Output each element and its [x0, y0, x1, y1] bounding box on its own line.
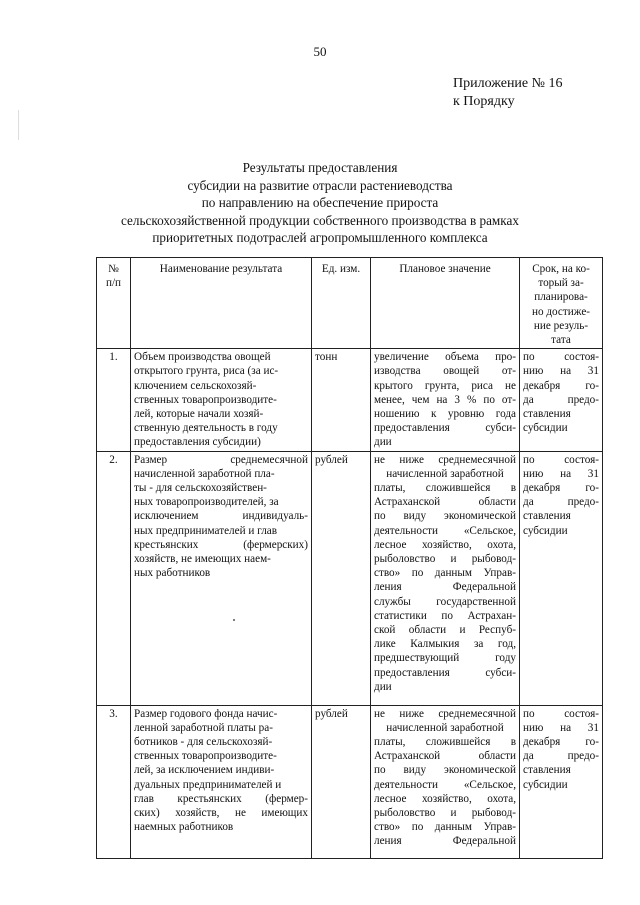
cell-line: ство» по данным Управ-: [374, 821, 516, 834]
cell-line: лике Калмыкия за год,: [374, 638, 516, 651]
results-table: [96, 257, 603, 859]
table-row: [97, 451, 603, 705]
cell-line: ставления: [523, 764, 571, 777]
cell-line: по виду экономической: [374, 764, 516, 777]
cell-line: дуальных предпринимателей и: [134, 778, 282, 791]
cell-line: по состоя-: [523, 351, 599, 364]
cell-line: ты - для сельскохозяйствен-: [134, 482, 267, 495]
table-header-row: [97, 258, 603, 349]
header-unit: [312, 258, 371, 349]
header-line: тата: [551, 334, 571, 347]
cell-line: декабря го-: [523, 482, 599, 495]
row-name: [131, 349, 312, 451]
header-plan: [371, 258, 520, 349]
header-line: торый за-: [538, 277, 584, 290]
header-line: Наименование результата: [159, 263, 283, 275]
cell-line: Объем производства овощей: [134, 351, 271, 364]
scan-speck: [233, 619, 235, 621]
appendix-note: [453, 75, 563, 111]
cell-line: да предо-: [523, 393, 599, 406]
row-number: 2.: [97, 451, 131, 705]
row-unit: тонн: [312, 349, 371, 451]
cell-line: крытого грунта, риса не: [374, 379, 516, 392]
header-line: ние резуль-: [533, 319, 589, 332]
cell-line: наемных работников: [134, 821, 234, 834]
cell-line: хозяйств, не имеющих наем-: [134, 553, 271, 566]
row-unit: рублей: [312, 705, 371, 858]
document-title: [0, 159, 640, 247]
cell-line: деятельности «Сельское,: [374, 778, 516, 791]
cell-line: начисленной заработной: [386, 467, 504, 480]
cell-line: платы, сложившейся в: [374, 736, 516, 749]
cell-line: лей, которые начали хозяй-: [134, 408, 264, 421]
cell-line: ботников - для сельскохозяй-: [134, 736, 273, 749]
row-plan: [371, 705, 520, 858]
cell-line: статистики по Астрахан-: [374, 609, 516, 622]
cell-line: начисленной заработной пла-: [134, 467, 275, 480]
cell-line: открытого грунта, риса (за ис-: [134, 365, 279, 378]
header-line: но достиже-: [531, 305, 591, 318]
cell-line: нию на 31: [523, 721, 599, 734]
appendix-line: к Порядку: [453, 94, 515, 109]
title-line: приоритетных подотраслей агропромышленного комплекса: [152, 230, 488, 245]
cell-line: ных работников: [134, 567, 211, 580]
table-row: [97, 705, 603, 858]
cell-line: лесное хозяйство, охота,: [374, 538, 516, 551]
cell-line: ления Федеральной: [374, 581, 516, 594]
cell-line: глав крестьянских (фермер-: [134, 792, 308, 805]
cell-line: да предо-: [523, 496, 599, 509]
cell-line: Размер среднемесячной: [134, 453, 308, 466]
cell-line: крестьянских (фермерских): [134, 538, 308, 551]
cell-line: ских) хозяйств, не имеющих: [134, 807, 308, 820]
cell-line: изводства овощей от-: [374, 365, 516, 378]
row-term: [520, 705, 603, 858]
header-line: Ед. изм.: [321, 263, 361, 275]
header-line: п/п: [105, 277, 122, 290]
header-name: [131, 258, 312, 349]
cell-line: ской области и Респуб-: [374, 624, 516, 637]
header-number: [97, 258, 131, 349]
row-unit: рублей: [312, 451, 371, 705]
title-line: субсидии на развитие отрасли растениеводства: [187, 177, 453, 193]
cell-line: начисленной заработной: [386, 721, 504, 734]
cell-line: предоставления субси-: [374, 666, 516, 679]
cell-line: декабря го-: [523, 736, 599, 749]
cell-line: исключением индивидуаль-: [134, 510, 308, 523]
cell-line: дии: [374, 436, 392, 449]
table-row: [97, 349, 603, 451]
header-line: планирова-: [534, 291, 588, 304]
cell-line: ство» по данным Управ-: [374, 567, 516, 580]
cell-line: ставления: [523, 408, 571, 421]
cell-line: ношению к уровню года: [374, 408, 516, 421]
cell-line: декабря го-: [523, 379, 599, 392]
cell-line: предоставления субси-: [374, 422, 516, 435]
cell-line: ления Федеральной: [374, 835, 516, 848]
cell-line: по состоя-: [523, 707, 599, 720]
cell-line: ставления: [523, 510, 571, 523]
cell-line: ных предпринимателей и глав: [134, 524, 278, 537]
cell-line: платы, сложившейся в: [374, 482, 516, 495]
appendix-line: Приложение № 16: [453, 76, 563, 91]
cell-line: дии: [374, 680, 392, 693]
title-line: сельскохозяйственной продукции собственного производства в рамках: [121, 212, 519, 228]
cell-line: нию на 31: [523, 467, 599, 480]
cell-line: не ниже среднемесячной: [374, 707, 516, 720]
cell-line: по виду экономической: [374, 510, 516, 523]
page-number: 50: [313, 44, 327, 59]
cell-line: Астраханской области: [374, 750, 516, 763]
cell-line: лесное хозяйство, охота,: [374, 792, 516, 805]
scan-edge-mark: [18, 110, 19, 140]
header-term: [520, 258, 603, 349]
cell-line: по состоя-: [523, 453, 599, 466]
cell-line: рыболовство и рыбовод-: [374, 807, 516, 820]
row-plan: [371, 451, 520, 705]
title-line: Результаты предоставления: [242, 160, 398, 175]
cell-line: ных товаропроизводителей, за: [134, 496, 279, 509]
title-line: по направлению на обеспечение прироста: [201, 195, 439, 210]
cell-line: да предо-: [523, 750, 599, 763]
cell-line: ключением сельскохозяй-: [134, 379, 257, 392]
cell-line: менее, чем на 3 % по от-: [374, 393, 516, 406]
cell-line: субсидии: [523, 778, 568, 791]
cell-line: ственных товаропроизводите-: [134, 393, 277, 406]
row-plan: [371, 349, 520, 451]
cell-line: ственных товаропроизводите-: [134, 750, 277, 763]
cell-line: службы государственной: [374, 595, 516, 608]
cell-line: ленной заработной платы ра-: [134, 721, 273, 734]
cell-line: увеличение объема про-: [374, 351, 516, 364]
header-line: Плановое значение: [399, 263, 491, 275]
cell-line: предшествующий году: [374, 652, 516, 665]
cell-line: не ниже среднемесячной: [374, 453, 516, 466]
header-line: Срок, на ко-: [532, 263, 590, 275]
cell-line: рыболовство и рыбовод-: [374, 553, 516, 566]
cell-line: деятельности «Сельское,: [374, 524, 516, 537]
cell-line: нию на 31: [523, 365, 599, 378]
row-name: [131, 705, 312, 858]
header-line: №: [108, 263, 119, 275]
row-number: 3.: [97, 705, 131, 858]
cell-line: субсидии: [523, 422, 568, 435]
cell-line: лей, за исключением индиви-: [134, 764, 275, 777]
cell-line: предоставления субсидии): [134, 436, 261, 449]
row-term: [520, 451, 603, 705]
cell-line: субсидии: [523, 524, 568, 537]
row-number: 1.: [97, 349, 131, 451]
row-name: [131, 451, 312, 705]
cell-line: Размер годового фонда начис-: [134, 707, 278, 720]
row-term: [520, 349, 603, 451]
cell-line: Астраханской области: [374, 496, 516, 509]
cell-line: ственную деятельность в году: [134, 422, 278, 435]
